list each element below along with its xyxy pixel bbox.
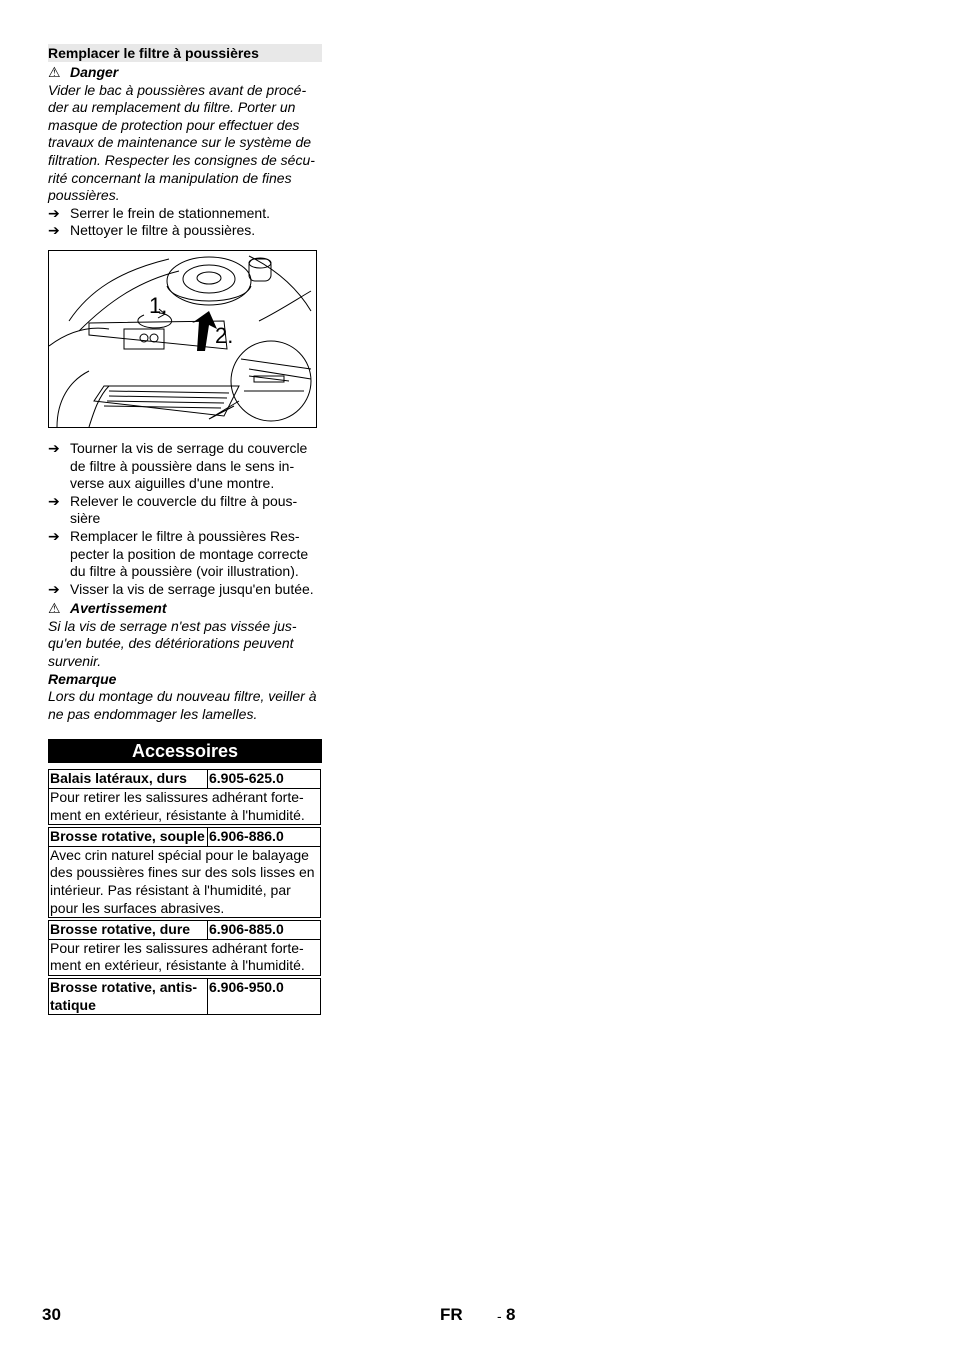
table-row (49, 828, 321, 847)
accessory-number: 6.906-885.0 (208, 921, 321, 940)
language-code: FR (440, 1305, 463, 1324)
table-row (49, 921, 321, 940)
step-text: Visser la vis de serrage jusqu'en butée. (70, 580, 314, 597)
step-item (48, 581, 322, 599)
accessory-name: Brosse rotative, souple (49, 828, 208, 847)
step-text: Relever le couvercle du filtre à pous-sière (70, 492, 298, 527)
warning-text: Si la vis de serrage n'est pas vissée jus-qu'en butée, des détériorations peuvent survenir. (48, 617, 297, 670)
step-item (48, 205, 322, 223)
table-row (49, 978, 321, 1014)
table-row (49, 939, 321, 975)
accessory-table (48, 920, 321, 976)
note-text: Lors du montage du nouveau filtre, veiller à ne pas endommager les lamelles. (48, 688, 317, 722)
step-text: Tourner la vis de serrage du couvercle de filtre à poussière dans le sens in-verse aux aiguilles d'une montre. (70, 439, 308, 492)
accessory-table (48, 827, 321, 918)
warning-triangle-icon: ⚠ (48, 64, 61, 80)
arrow-right-icon: ➔ (48, 527, 60, 544)
accessory-name: Balais latéraux, durs (49, 770, 208, 789)
section-title: Remplacer le filtre à poussières (48, 44, 322, 62)
danger-text: Vider le bac à poussières avant de procé-der au remplacement du filtre. Porter un masque de protection pour effectuer des travaux de maintenance sur le système de filtration. Respecter les consignes de sécu-rité concernant la manipulation de fines poussières. (48, 81, 315, 204)
step-text: Nettoyer le filtre à poussières. (70, 222, 256, 239)
footer-dash: - (497, 1308, 502, 1324)
accessory-number: 6.906-950.0 (208, 978, 321, 1014)
warning-title: Avertissement (70, 600, 167, 617)
accessory-name: Brosse rotative, antis-tatique (49, 978, 208, 1014)
accessories-title: Accessoires (48, 739, 322, 763)
accessory-description: Pour retirer les salissures adhérant forte-ment en extérieur, résistante à l'humidité. (49, 789, 321, 825)
step-item (48, 493, 322, 528)
filter-drawing (49, 251, 316, 427)
danger-heading (48, 64, 322, 82)
arrow-right-icon: ➔ (48, 439, 60, 456)
warning-heading (48, 600, 322, 618)
arrow-right-icon: ➔ (48, 580, 60, 597)
step-item (48, 222, 322, 240)
accessory-description: Pour retirer les salissures adhérant forte-ment en extérieur, résistante à l'humidité. (49, 939, 321, 975)
accessory-number: 6.906-886.0 (208, 828, 321, 847)
step-item (48, 528, 322, 581)
arrow-right-icon: ➔ (48, 492, 60, 509)
page-number: 30 (42, 1305, 61, 1324)
step-text: Remplacer le filtre à poussières Res-pecter la position de montage correcte du filtre à poussière (voir illustration). (70, 527, 309, 580)
table-row (49, 846, 321, 917)
left-column (48, 44, 322, 1015)
step-item (48, 440, 322, 493)
table-row (49, 770, 321, 789)
danger-title: Danger (70, 64, 119, 80)
accessory-table (48, 769, 321, 825)
accessory-description: Avec crin naturel spécial pour le balayage des poussières fines sur des sols lisses en intérieur. Pas résistant à l'humidité, par pour les surfaces abrasives. (49, 846, 321, 917)
figure-label-2: 2. (215, 322, 234, 348)
accessory-name: Brosse rotative, dure (49, 921, 208, 940)
filter-illustration (48, 250, 317, 428)
accessory-number: 6.905-625.0 (208, 770, 321, 789)
warning-triangle-icon: ⚠ (48, 600, 61, 617)
accessory-table (48, 978, 321, 1015)
step-text: Serrer le frein de stationnement. (70, 204, 270, 221)
arrow-right-icon: ➔ (48, 204, 60, 221)
figure-label-1: 1. (149, 292, 168, 318)
table-row (49, 789, 321, 825)
section-page-number: 8 (506, 1305, 516, 1324)
arrow-right-icon: ➔ (48, 222, 60, 239)
note-title: Remarque (48, 670, 117, 687)
